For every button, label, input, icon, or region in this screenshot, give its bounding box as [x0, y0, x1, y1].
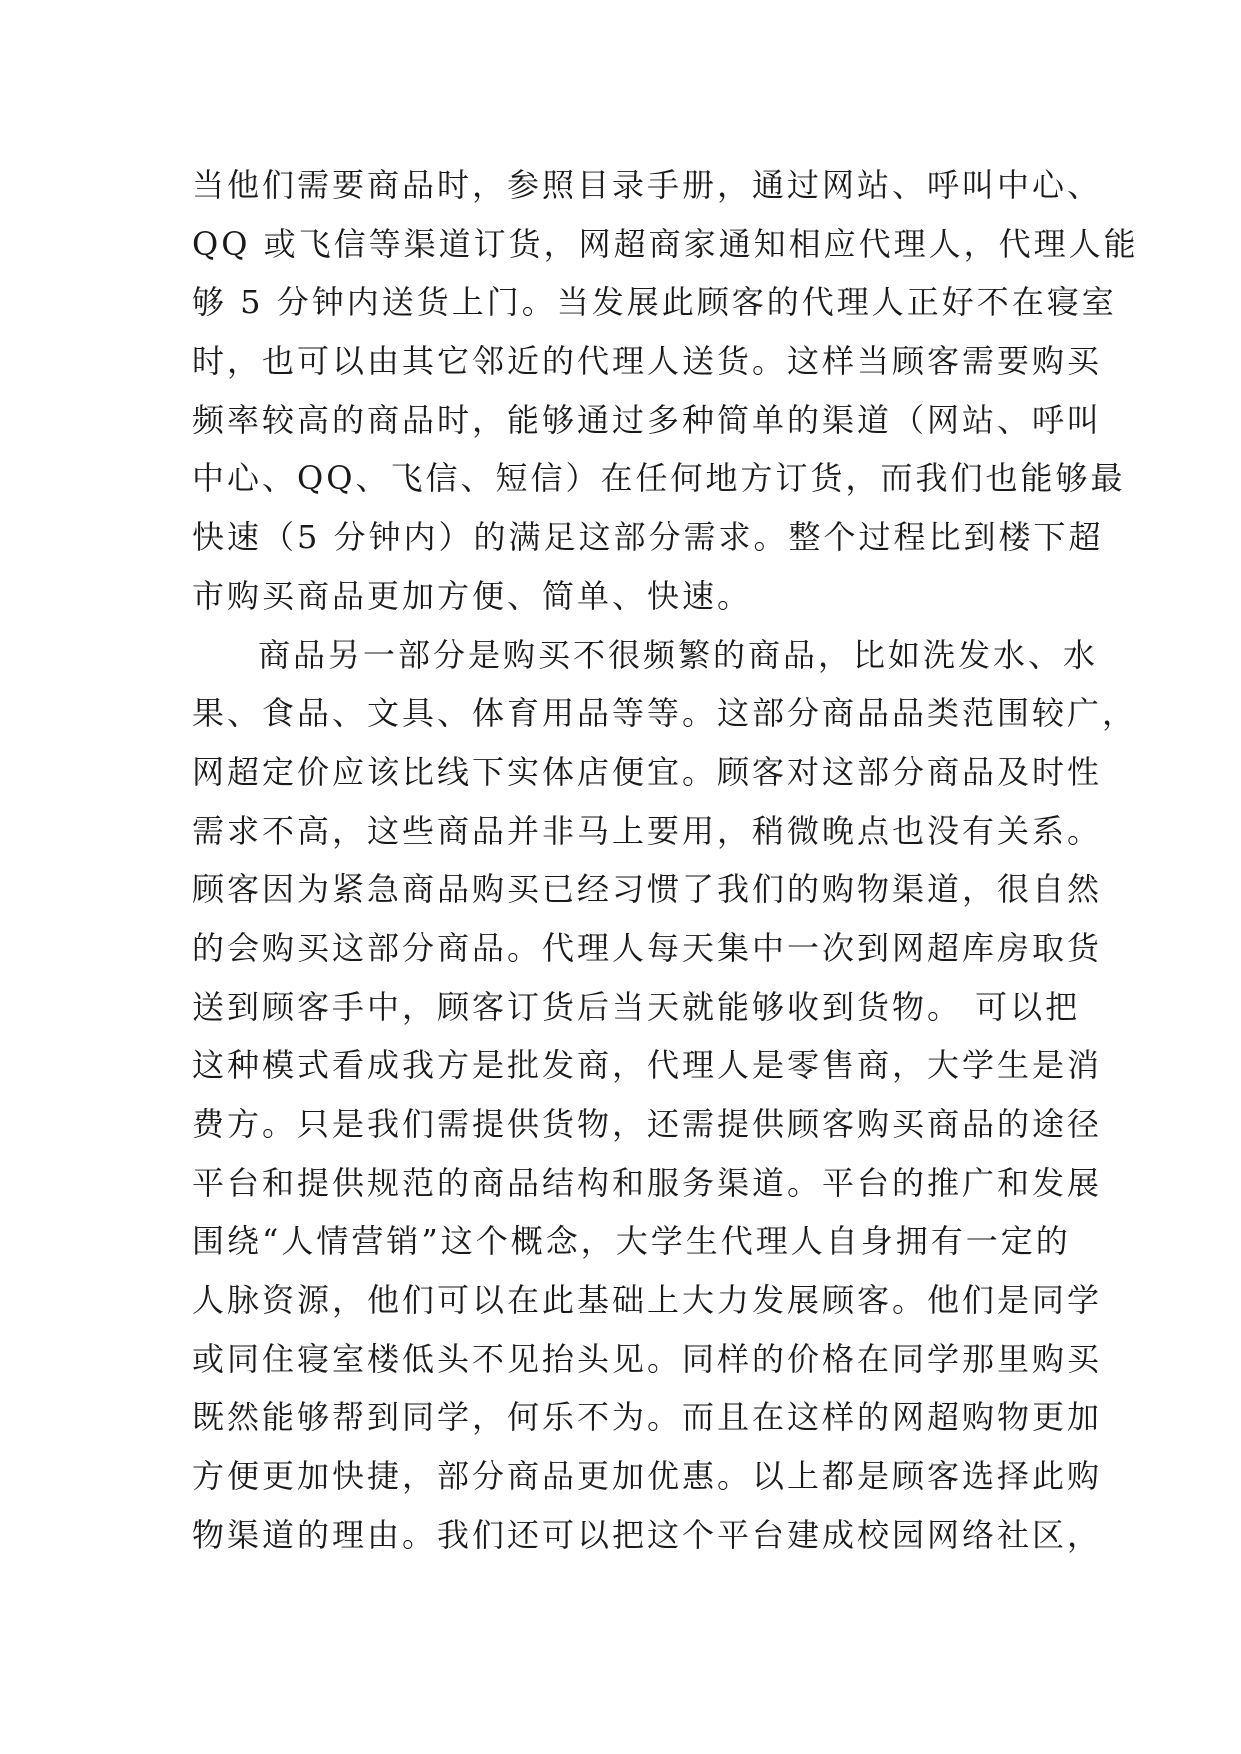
- text-line: 这种模式看成我方是批发商，代理人是零售商，大学生是消: [192, 1046, 1103, 1085]
- text-line: 顾客因为紧急商品购买已经习惯了我们的购物渠道，很自然: [192, 870, 1103, 909]
- body-text: [192, 156, 1139, 1565]
- text-line: 围绕“人情营销”这个概念，大学生代理人自身拥有一定的: [192, 1222, 1071, 1261]
- text-line: 物渠道的理由。我们还可以把这个平台建成校园网络社区，: [192, 1515, 1103, 1554]
- text-line: 快速（5 分钟内）的满足这部分需求。整个过程比到楼下超: [192, 518, 1104, 557]
- text-line: 方便更加快捷，部分商品更加优惠。以上都是顾客选择此购: [192, 1457, 1103, 1496]
- text-line: 果、食品、文具、体育用品等等。这部分商品品类范围较广，: [192, 694, 1138, 733]
- text-line: 费方。只是我们需提供货物，还需提供顾客购买商品的途径: [192, 1105, 1103, 1143]
- text-line: QQ 或飞信等渠道订货，网超商家通知相应代理人，代理人能: [192, 224, 1139, 263]
- text-line: 平台和提供规范的商品结构和服务渠道。平台的推广和发展: [192, 1163, 1103, 1202]
- text-line: 的会购买这部分商品。代理人每天集中一次到网超库房取货: [192, 928, 1103, 967]
- text-line: 网超定价应该比线下实体店便宜。顾客对这部分商品及时性: [192, 752, 1103, 791]
- text-line: 够 5 分钟内送货上门。当发展此顾客的代理人正好不在寝室: [192, 283, 1117, 322]
- text-line: 市购买商品更加方便、简单、快速。: [192, 576, 753, 615]
- text-line: 中心、QQ、飞信、短信）在任何地方订货，而我们也能够最: [192, 459, 1126, 498]
- text-line: 需求不高，这些商品并非马上要用，稍微晚点也没有关系。: [192, 811, 1103, 850]
- text-line: 既然能够帮到同学，何乐不为。而且在这样的网超购物更加: [192, 1398, 1103, 1437]
- text-line: 时，也可以由其它邻近的代理人送货。这样当顾客需要购买: [192, 342, 1103, 381]
- text-line: 频率较高的商品时，能够通过多种简单的渠道（网站、呼叫: [192, 400, 1103, 439]
- text-line: 人脉资源，他们可以在此基础上大力发展顾客。他们是同学: [192, 1281, 1103, 1320]
- text-line: 当他们需要商品时，参照目录手册，通过网站、呼叫中心、: [192, 166, 1103, 204]
- paragraph-start-line: 商品另一部分是购买不很频繁的商品，比如洗发水、水: [258, 635, 1099, 674]
- text-line: 或同住寝室楼低头不见抬头见。同样的价格在同学那里购买: [192, 1339, 1103, 1378]
- text-line: 送到顾客手中，顾客订货后当天就能够收到货物。 可以把: [192, 987, 1081, 1026]
